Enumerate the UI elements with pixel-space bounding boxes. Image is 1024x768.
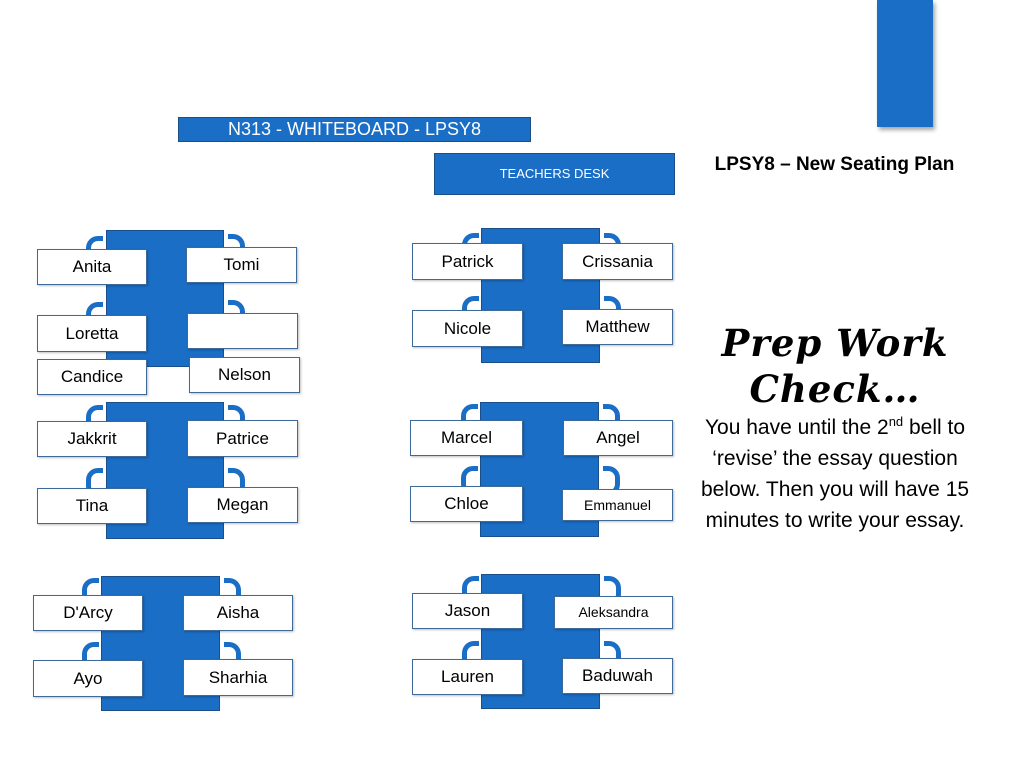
corner-decor-bar [877,0,933,127]
seat-empty[interactable] [187,313,298,349]
seat-ayo[interactable]: Ayo [33,660,143,697]
seating-plan-title: LPSY8 – New Seating Plan [714,154,955,175]
seat-nelson[interactable]: Nelson [189,357,300,393]
seat-aleksandra[interactable]: Aleksandra [554,596,673,629]
seat-sharhia[interactable]: Sharhia [183,659,293,696]
seat-anita[interactable]: Anita [37,249,147,285]
seat-emmanuel[interactable]: Emmanuel [562,489,673,521]
seat-patrick[interactable]: Patrick [412,243,523,280]
seat-tina[interactable]: Tina [37,488,147,524]
whiteboard-label: N313 - WHITEBOARD - LPSY8 [178,117,531,142]
seat-lauren[interactable]: Lauren [412,659,523,695]
seat-tomi[interactable]: Tomi [186,247,297,283]
seat-crissania[interactable]: Crissania [562,243,673,280]
seat-matthew[interactable]: Matthew [562,309,673,345]
seat-megan[interactable]: Megan [187,487,298,523]
seat-candice[interactable]: Candice [37,359,147,395]
seat-aisha[interactable]: Aisha [183,595,293,631]
prep-body-part1: You have until the 2 [704,416,889,439]
seat-angel[interactable]: Angel [563,420,673,456]
seat-jason[interactable]: Jason [412,593,523,629]
prep-work-instructions [690,412,980,536]
seat-marcel[interactable]: Marcel [410,420,523,456]
seat-nicole[interactable]: Nicole [412,310,523,347]
seat-loretta[interactable]: Loretta [37,315,147,352]
seat-jakkrit[interactable]: Jakkrit [37,421,147,457]
prep-heading-line1: Prep Work [721,321,949,365]
prep-body-part2: bell to ‘revise’ the essay question below. Then you will have 15 minutes to write your essay. [700,416,970,532]
seat-patrice[interactable]: Patrice [187,420,298,457]
seat-chloe[interactable]: Chloe [410,486,523,522]
seat-baduwah[interactable]: Baduwah [562,658,673,694]
prep-heading-line2: Check… [749,367,921,411]
teachers-desk: TEACHERS DESK [434,153,675,195]
prep-body-superscript: nd [888,414,904,429]
prep-work-heading [690,320,980,412]
seat-darcy[interactable]: D'Arcy [33,595,143,631]
